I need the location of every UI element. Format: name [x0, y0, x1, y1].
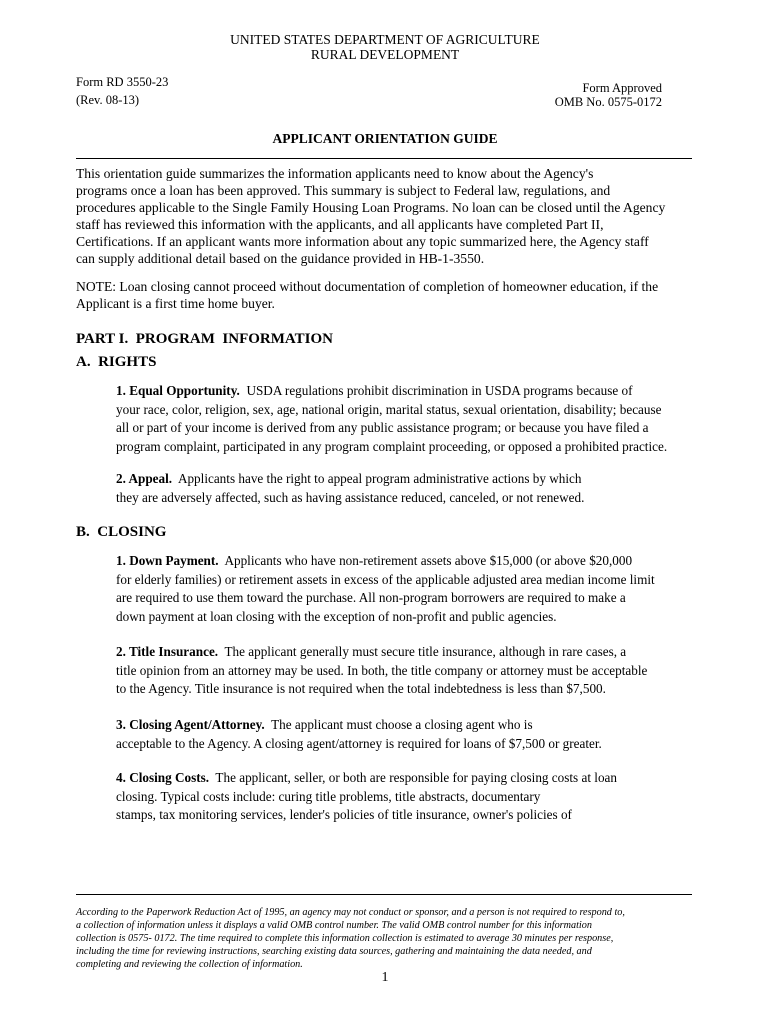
item-line: for elderly families) or retirement assets in excess of the applicable adjusted area median income limit — [116, 571, 655, 587]
part-one-heading: PART I. PROGRAM INFORMATION — [76, 331, 333, 347]
item-title: 2. Appeal. — [116, 471, 173, 486]
department-name: UNITED STATES DEPARTMENT OF AGRICULTURE — [230, 32, 540, 47]
item-line: to the Agency. Title insurance is not required when the total indebtedness is less than $7,500. — [116, 681, 606, 697]
item-line: The applicant must choose a closing agent who is — [271, 717, 533, 732]
page-title: APPLICANT ORIENTATION GUIDE — [272, 131, 498, 146]
form-number: Form RD 3550-23 — [76, 75, 169, 89]
title-divider — [76, 158, 692, 159]
item-line: closing. Typical costs include: curing title problems, title abstracts, documentary — [116, 788, 541, 804]
down-payment-item — [116, 552, 696, 627]
footer-line: including the time for reviewing instructions, searching existing data sources, gathering and maintaining the data needed, and — [76, 946, 592, 957]
item-line: your race, color, religion, sex, age, national origin, marital status, sexual orientation, disability; because — [116, 401, 662, 417]
intro-line: can supply additional detail based on the guidance provided in HB-1-3550. — [76, 251, 485, 266]
closing-agent-item — [116, 716, 696, 753]
item-title: 1. Down Payment. — [116, 553, 219, 568]
form-revision: (Rev. 08-13) — [76, 93, 140, 107]
form-approved: Form Approved — [582, 81, 662, 95]
intro-line: procedures applicable to the Single Family Housing Loan Programs. No loan can be closed until the Agency — [76, 200, 666, 215]
note-paragraph — [76, 278, 696, 312]
item-line: Applicants have the right to appeal program administrative actions by which — [177, 471, 582, 486]
item-line: The applicant, seller, or both are responsible for paying closing costs at loan — [215, 770, 617, 785]
section-a-heading: A. RIGHTS — [76, 354, 157, 370]
intro-line: staff has reviewed this information with the applicants, and all applicants have completed Part II, — [76, 217, 604, 232]
footer-line: a collection of information unless it displays a valid OMB control number. The valid OMB control number for this information — [76, 920, 592, 931]
intro-paragraph — [76, 165, 696, 267]
note-line: Applicant is a first time home buyer. — [76, 296, 275, 311]
item-line: The applicant generally must secure title insurance, although in rare cases, a — [224, 644, 627, 659]
intro-line: Certifications. If an applicant wants more information about any topic summarized here, the Agency staff — [76, 234, 649, 249]
item-line: Applicants who have non-retirement assets above $15,000 (or above $20,000 — [224, 553, 633, 568]
note-line: NOTE: Loan closing cannot proceed without documentation of completion of homeowner education, if the — [76, 279, 659, 294]
item-line: stamps, tax monitoring services, lender's policies of title insurance, owner's policies of — [116, 807, 572, 823]
item-line: program complaint, participated in any program complaint proceeding, or opposed a prohibited practice. — [116, 439, 668, 455]
section-b-heading: B. CLOSING — [76, 524, 167, 540]
agency-name: RURAL DEVELOPMENT — [310, 47, 460, 62]
title-insurance-item — [116, 643, 696, 699]
item-title: 4. Closing Costs. — [116, 770, 210, 785]
footer-line: collection is 0575- 0172. The time required to complete this information collection is estimated to average 30 minutes per response, — [76, 933, 614, 944]
paperwork-reduction-notice — [76, 906, 696, 971]
item-line: are required to use them toward the purchase. All non-program borrowers are required to make a — [116, 590, 626, 606]
item-line: acceptable to the Agency. A closing agent/attorney is required for loans of $7,500 or greater. — [116, 735, 602, 751]
intro-line: programs once a loan has been approved. This summary is subject to Federal law, regulations, and — [76, 183, 611, 198]
item-title: 3. Closing Agent/Attorney. — [116, 717, 265, 732]
footer-line: completing and reviewing the collection of information. — [76, 959, 303, 970]
page-number: 1 — [381, 970, 389, 985]
item-line: all or part of your income is derived from any public assistance program; or because you have filed a — [116, 420, 649, 436]
item-title: 2. Title Insurance. — [116, 644, 219, 659]
appeal-item — [116, 470, 696, 507]
omb-number: OMB No. 0575-0172 — [554, 95, 662, 109]
closing-costs-item — [116, 769, 696, 825]
item-line: they are adversely affected, such as having assistance reduced, canceled, or not renewed. — [116, 489, 585, 505]
footer-divider — [76, 894, 692, 895]
item-line: USDA regulations prohibit discrimination in USDA programs because of — [246, 383, 633, 398]
item-title: 1. Equal Opportunity. — [116, 383, 240, 398]
item-line: title opinion from an attorney may be used. In both, the title company or attorney must be acceptable — [116, 662, 648, 678]
equal-opportunity-item — [116, 382, 696, 457]
footer-line: According to the Paperwork Reduction Act of 1995, an agency may not conduct or sponsor, and a person is not required to respond to, — [76, 907, 625, 918]
item-line: down payment at loan closing with the exception of non-profit and public agencies. — [116, 609, 557, 625]
intro-line: This orientation guide summarizes the information applicants need to know about the Agency's — [76, 166, 594, 181]
